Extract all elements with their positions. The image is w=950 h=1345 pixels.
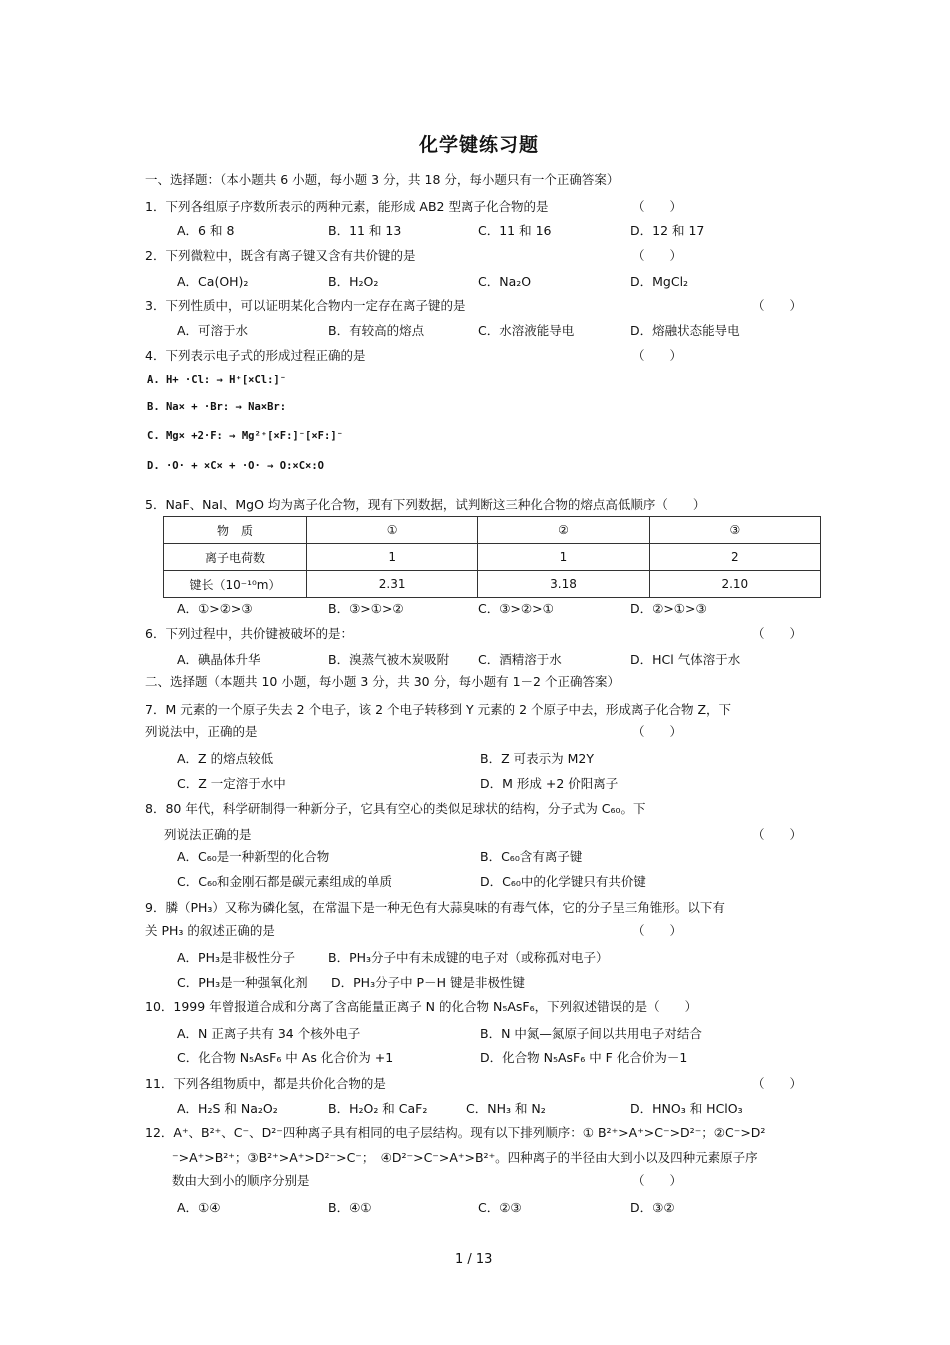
question-2: 2．下列微粒中，既含有离子键又含有共价键的是 [145, 248, 416, 263]
question-5: 5．NaF、NaI、MgO 均为离子化合物，现有下列数据，试判断这三种化合物的熔点高低顺序（ ） [145, 497, 706, 512]
q11-option-a: A．H₂S 和 Na₂O₂ [177, 1101, 278, 1116]
q3-option-d: D．熔融状态能导电 [630, 323, 740, 338]
q11-option-d: D．HNO₃ 和 HClO₃ [630, 1101, 743, 1116]
q12-option-b: B．④① [328, 1200, 372, 1215]
q4-option-b: B. Na× + ·Br: → Na×Br: [147, 401, 287, 413]
q6-option-b: B．溴蒸气被木炭吸附 [328, 652, 450, 667]
q2-option-d: D．MgCl₂ [630, 274, 689, 289]
q11-option-b: B．H₂O₂ 和 CaF₂ [328, 1101, 428, 1116]
table-cell: 2.31 [307, 571, 478, 598]
q8-option-a: A．C₆₀是一种新型的化合物 [177, 849, 330, 864]
table-cell: 物 质 [164, 517, 307, 544]
q2-option-b: B．H₂O₂ [328, 274, 379, 289]
q9-option-c: C．PH₃是一种强氧化剂 [177, 975, 308, 990]
q5-option-b: B．③>①>② [328, 601, 404, 616]
q2-option-c: C．Na₂O [478, 274, 532, 289]
q10-option-b: B．N 中氮—氮原子间以共用电子对结合 [480, 1026, 702, 1041]
q4-option-c: C. Mg× +2·F: → Mg²⁺[×F:]⁻[×F:]⁻ [147, 430, 343, 442]
page-number: 1 / 13 [455, 1252, 493, 1267]
question-8-line-2: 列说法正确的是 [164, 827, 252, 842]
q5-option-a: A．①>②>③ [177, 601, 253, 616]
answer-paren-3: （ ） [752, 298, 803, 313]
q3-option-c: C．水溶液能导电 [478, 323, 575, 338]
q5-option-c: C．③>②>① [478, 601, 554, 616]
page-title: 化学键练习题 [419, 134, 540, 156]
q6-option-c: C．酒精溶于水 [478, 652, 562, 667]
q3-option-b: B．有较高的熔点 [328, 323, 425, 338]
section-2-heading: 二、选择题（本题共 10 小题，每小题 3 分，共 30 分，每小题有 1－2 个正确答案） [145, 674, 620, 689]
q1-option-b: B．11 和 13 [328, 223, 402, 238]
q10-option-c: C．化合物 N₅AsF₆ 中 As 化合价为 +1 [177, 1050, 394, 1065]
q1-option-c: C．11 和 16 [478, 223, 552, 238]
q12-option-c: C．②③ [478, 1200, 522, 1215]
table-cell: 1 [307, 544, 478, 571]
answer-paren-4: （ ） [632, 348, 683, 363]
table-cell: ③ [649, 517, 820, 544]
table-cell: 3.18 [478, 571, 649, 598]
q1-option-d: D．12 和 17 [630, 223, 705, 238]
answer-paren-12: （ ） [632, 1173, 683, 1188]
q9-option-d: D．PH₃分子中 P－H 键是非极性键 [331, 975, 525, 990]
question-1: 1．下列各组原子序数所表示的两种元素，能形成 AB2 型离子化合物的是 [145, 199, 549, 214]
q6-option-a: A．碘晶体升华 [177, 652, 261, 667]
table-row [164, 571, 821, 598]
table-cell: ① [307, 517, 478, 544]
table-cell: ② [478, 517, 649, 544]
q9-option-b: B．PH₃分子中有未成键的电子对（或称孤对电子） [328, 950, 609, 965]
question-11: 11．下列各组物质中，都是共价化合物的是 [145, 1076, 386, 1091]
q8-option-d: D．C₆₀中的化学键只有共价键 [480, 874, 646, 889]
table-header-row [164, 517, 821, 544]
q2-option-a: A．Ca(OH)₂ [177, 274, 249, 289]
question-12-line-1: 12．A⁺、B²⁺、C⁻、D²⁻四种离子具有相同的电子层结构。现有以下排列顺序：① B²⁺>A⁺>C⁻>D²⁻；②C⁻>D² [145, 1125, 766, 1140]
q5-option-d: D．②>①>③ [630, 601, 707, 616]
section-1-heading: 一、选择题：（本小题共 6 小题，每小题 3 分，共 18 分，每小题只有一个正确答案） [145, 172, 620, 187]
question-4: 4．下列表示电子式的形成过程正确的是 [145, 348, 366, 363]
q4-option-a: A. H+ ·Cl: → H⁺[×Cl:]⁻ [147, 374, 287, 386]
q1-option-a: A．6 和 8 [177, 223, 235, 238]
q8-option-b: B．C₆₀含有离子键 [480, 849, 583, 864]
table-cell: 2 [649, 544, 820, 571]
melting-point-data-table [163, 516, 821, 598]
answer-paren-6: （ ） [752, 626, 803, 641]
question-7-line-2: 列说法中，正确的是 [145, 724, 258, 739]
q10-option-a: A．N 正离子共有 34 个核外电子 [177, 1026, 361, 1041]
question-8-line-1: 8．80 年代，科学研制得一种新分子，它具有空心的类似足球状的结构，分子式为 C₆₀。下 [145, 801, 646, 816]
q4-option-d: D. ·O· + ×C× + ·O· → O:×C×:O [147, 460, 325, 472]
question-3: 3．下列性质中，可以证明某化合物内一定存在离子键的是 [145, 298, 466, 313]
answer-paren-7: （ ） [632, 724, 683, 739]
table-cell: 离子电荷数 [164, 544, 307, 571]
q7-option-b: B．Z 可表示为 M2Y [480, 751, 594, 766]
q12-option-d: D．③② [630, 1200, 675, 1215]
question-12-line-3: 数由大到小的顺序分别是 [172, 1173, 310, 1188]
q3-option-a: A．可溶于水 [177, 323, 249, 338]
question-9-line-2: 关 PH₃ 的叙述正确的是 [145, 923, 275, 938]
table-row [164, 544, 821, 571]
answer-paren-1: （ ） [632, 199, 683, 214]
q6-option-d: D．HCl 气体溶于水 [630, 652, 741, 667]
answer-paren-2: （ ） [632, 248, 683, 263]
table-cell: 键长（10⁻¹⁰m） [164, 571, 307, 598]
q11-option-c: C．NH₃ 和 N₂ [466, 1101, 546, 1116]
question-9-line-1: 9．膦（PH₃）又称为磷化氢，在常温下是一种无色有大蒜臭味的有毒气体，它的分子呈三角锥形。以下有 [145, 900, 725, 915]
question-12-line-2: ⁻>A⁺>B²⁺；③B²⁺>A⁺>D²⁻>C⁻； ④D²⁻>C⁻>A⁺>B²⁺。四种离子的半径由大到小以及四种元素原子序 [172, 1150, 758, 1165]
question-10: 10．1999 年曾报道合成和分离了含高能量正离子 N 的化合物 N₅AsF₆，下列叙述错误的是（ ） [145, 999, 698, 1014]
answer-paren-11: （ ） [752, 1076, 803, 1091]
q7-option-c: C．Z 一定溶于水中 [177, 776, 286, 791]
q12-option-a: A．①④ [177, 1200, 221, 1215]
table-cell: 1 [478, 544, 649, 571]
q9-option-a: A．PH₃是非极性分子 [177, 950, 295, 965]
answer-paren-9: （ ） [632, 923, 683, 938]
q7-option-d: D．M 形成 +2 价阳离子 [480, 776, 619, 791]
answer-paren-8: （ ） [752, 827, 803, 842]
question-7-line-1: 7．M 元素的一个原子失去 2 个电子，该 2 个电子转移到 Y 元素的 2 个原子中去，形成离子化合物 Z，下 [145, 702, 732, 717]
q7-option-a: A．Z 的熔点较低 [177, 751, 274, 766]
q8-option-c: C．C₆₀和金刚石都是碳元素组成的单质 [177, 874, 392, 889]
q10-option-d: D．化合物 N₅AsF₆ 中 F 化合价为－1 [480, 1050, 688, 1065]
table-cell: 2.10 [649, 571, 820, 598]
question-6: 6．下列过程中，共价键被破坏的是： [145, 626, 353, 641]
